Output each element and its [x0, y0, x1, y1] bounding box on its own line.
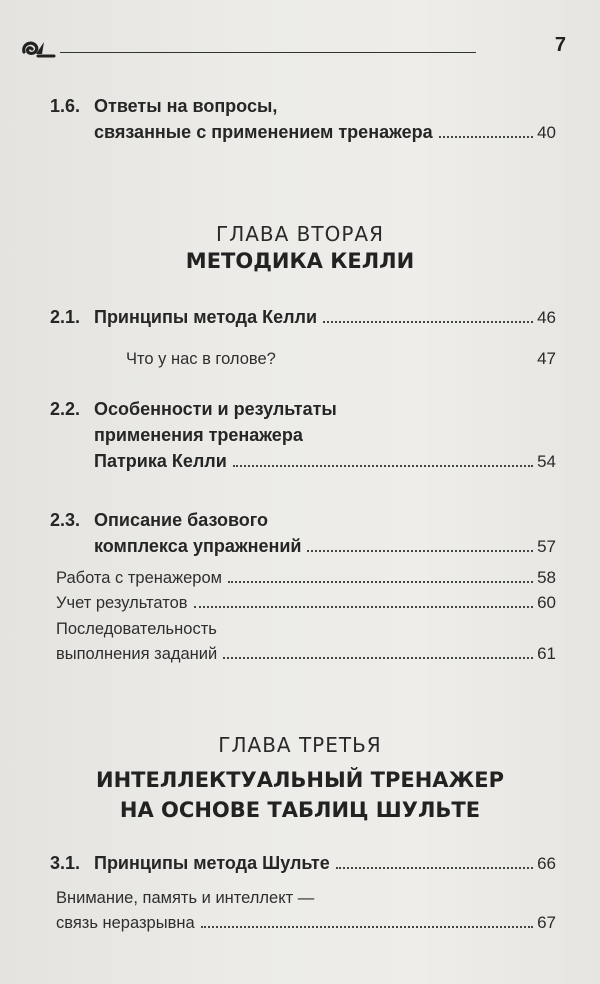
toc-subentry-sequence-line2	[56, 644, 556, 664]
toc-entry-2-2-title-cont: Патрика Келли	[94, 451, 227, 471]
toc-subentry-work	[56, 568, 556, 588]
dot-leader	[233, 465, 533, 467]
toc-entry-2-3-number: 2.3.	[50, 510, 81, 530]
toc-entry-1-6-number: 1.6.	[50, 96, 81, 116]
dot-leader	[323, 321, 533, 323]
toc-entry-2-2-number: 2.2.	[50, 399, 81, 419]
toc-subentry-results	[56, 593, 556, 613]
toc-subentry-sequence-line1: Последовательность	[56, 620, 217, 638]
toc-subentry-work-title: Работа с тренажером	[56, 569, 222, 587]
dot-leader	[336, 867, 533, 869]
toc-entry-2-3-line2	[94, 536, 556, 557]
dot-leader	[201, 926, 533, 928]
toc-entry-2-2-page: 54	[537, 452, 556, 471]
dot-leader	[194, 606, 534, 608]
toc-entry-3-1	[50, 853, 556, 874]
publisher-logo-icon	[20, 36, 56, 60]
toc-entry-3-1-page: 66	[537, 854, 556, 873]
toc-entry-2-1-number: 2.1.	[50, 307, 81, 327]
toc-entry-1-6-title: Ответы на вопросы,	[94, 96, 278, 116]
toc-entry-2-1-sub	[126, 349, 556, 369]
toc-subentry-attention-title: связь неразрывна	[56, 914, 195, 932]
toc-entry-1-6-line1	[50, 96, 277, 117]
toc-subentry-attention-line2	[56, 913, 556, 933]
toc-subentry-attention-line1: Внимание, память и интеллект —	[56, 889, 315, 907]
toc-entry-2-3-title: Описание базового	[94, 510, 269, 530]
toc-entry-2-3-line1	[50, 510, 268, 531]
toc-entry-1-6-line2	[94, 122, 556, 143]
toc-entry-2-2-line2: применения тренажера	[94, 425, 303, 445]
chapter-3-label: ГЛАВА ТРЕТЬЯ	[218, 733, 382, 757]
toc-entry-2-3-title-cont: комплекса упражнений	[94, 536, 302, 556]
toc-entry-2-2-line1	[50, 399, 337, 420]
dot-leader	[307, 550, 533, 552]
chapter-2-title: МЕТОДИКА КЕЛЛИ	[185, 249, 415, 273]
toc-subentry-sequence-title: выполнения заданий	[56, 645, 218, 663]
chapter-2-label: ГЛАВА ВТОРАЯ	[216, 222, 384, 246]
toc-entry-3-1-number: 3.1.	[50, 853, 81, 873]
toc-entry-1-6-title-cont: связанные с применением тренажера	[94, 122, 433, 142]
toc-entry-2-2-title: Особенности и результаты	[94, 399, 337, 419]
toc-subentry-results-title: Учет результатов	[56, 594, 188, 612]
toc-entry-2-1	[50, 307, 556, 328]
toc-subentry-results-page: 60	[537, 593, 556, 612]
toc-entry-2-3-page: 57	[537, 537, 556, 556]
toc-entry-2-2-line3	[94, 451, 556, 472]
toc-entry-2-1-sub-title: Что у нас в голове?	[126, 350, 276, 368]
dot-leader	[228, 581, 533, 583]
toc-entry-2-1-page: 46	[537, 308, 556, 327]
toc-entry-2-1-title: Принципы метода Келли	[94, 307, 318, 327]
toc-entry-3-1-title: Принципы метода Шульте	[94, 853, 330, 873]
chapter-3-title-line2: НА ОСНОВЕ ТАБЛИЦ ШУЛЬТЕ	[119, 798, 481, 822]
header-rule	[60, 52, 476, 53]
dot-leader	[223, 657, 533, 659]
page-number: 7	[554, 34, 566, 56]
toc-subentry-work-page: 58	[537, 568, 556, 587]
toc-subentry-sequence-page: 61	[537, 644, 556, 663]
toc-entry-2-1-sub-page: 47	[537, 349, 556, 368]
dot-leader	[439, 136, 533, 138]
toc-subentry-attention-page: 67	[537, 913, 556, 932]
chapter-3-title-line1: ИНТЕЛЛЕКТУАЛЬНЫЙ ТРЕНАЖЕР	[96, 768, 504, 792]
toc-entry-1-6-page: 40	[537, 123, 556, 142]
